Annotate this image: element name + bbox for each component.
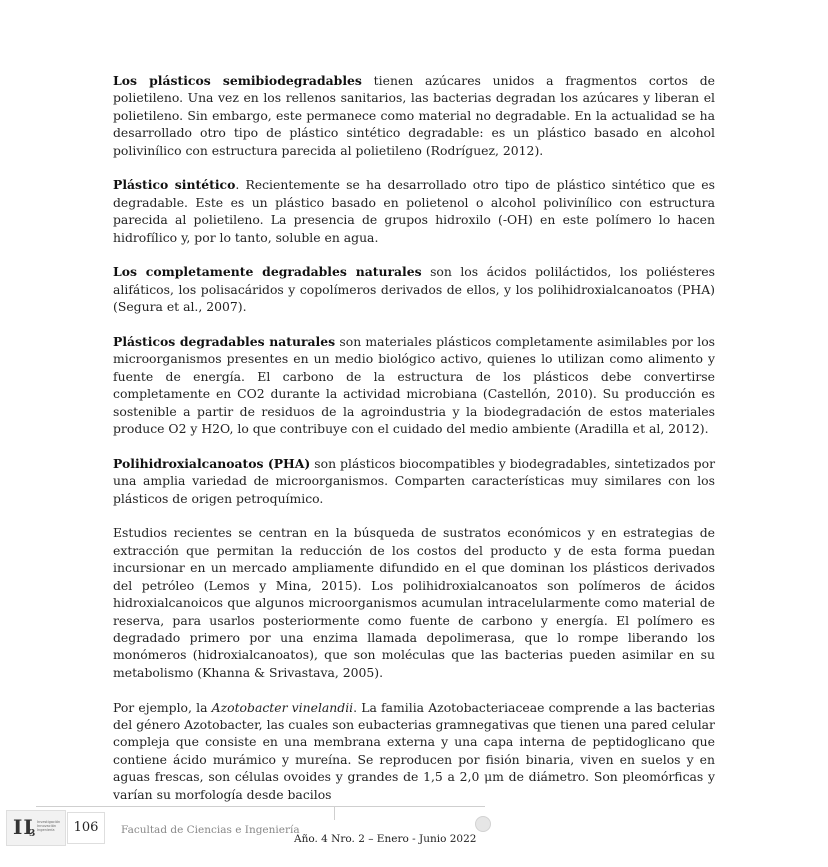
page-number: 106 (67, 812, 105, 844)
journal-logo-text: Investigación Innovación Ingeniería (37, 820, 61, 832)
species-name: Azotobacter vinelandii (211, 699, 354, 715)
paragraph-plastico-sintetico (113, 176, 715, 246)
footer-faculty: Facultad de Ciencias e Ingeniería (121, 824, 300, 836)
term-completamente-degradables: Los completamente degradables naturales (113, 264, 422, 280)
paragraph-semibiodegradables (113, 72, 715, 159)
term-pha: Polihidroxialcanoatos (PHA) (113, 455, 311, 471)
paragraph-pha (113, 455, 715, 507)
paragraph-text: son los ácidos poliláctidos, los poliésteres alifáticos, los polisacáridos y copolímeros derivados de ellos, y los polihidroxialcanoatos (PHA) (Segura et al., 2007). (113, 264, 715, 315)
paragraph-lead: Por ejemplo, la (113, 699, 212, 715)
journal-logo (6, 810, 66, 846)
journal-logo-subscript: 3 (29, 829, 36, 839)
paragraph-completamente-degradables (113, 263, 715, 315)
footer-circle-ornament (475, 816, 491, 832)
paragraph-text: . La familia Azotobacteriaceae comprende a las bacterias del género Azotobacter, las cuales son eubacterias gramnegativas que tienen una pared celular compleja que consiste en una membrana externa y una capa interna de peptidoglicano que contiene ácido murámico y mureína. Se reproducen por fisión binaria, viven en suelos y en aguas frescas, son células ovoides y grandes de 1,5 a 2,0 μm de diámetro. Son pleomórficas y varían su morfología desde bacilos (113, 699, 715, 802)
paragraph-estudios-recientes (113, 524, 715, 681)
paragraph-text: . Recientemente se ha desarrollado otro tipo de plástico sintético que es degradable. Este es un plástico basado en polietenol o alcohol polivinílico con estructura parecida al polietileno. La presencia de grupos hidroxilo (-OH) en este polímero lo hacen hidrofílico y, por lo tanto, soluble en agua. (113, 177, 715, 245)
paragraph-text: Estudios recientes se centran en la búsqueda de sustratos económicos y en estrategias de extracción que permitan la reducción de los costos del producto y de esta forma puedan incursionar en un mercado ampliamente difundido en el que dominan los plásticos derivados del petróleo (Lemos y Mina, 2015). Los polihidroxialcanoatos son polímeros de ácidos hidroxialcanoicos que algunos microorganismos acumulan intracelularmente como material de reserva, para usarlos posteriormente como fuente de carbono y energía. El polímero es degradado primero por una enzima llamada depolimerasa, que lo rompe liberando los monómeros (hidroxialcanoatos), que son moléculas que las bacterias pueden asimilar en su metabolismo (Khanna & Srivastava, 2005). (113, 525, 715, 680)
footer-rule (36, 806, 485, 807)
article-body (113, 72, 715, 820)
footer-issue: Año. 4 Nro. 2 – Enero - Junio 2022 (294, 833, 477, 845)
paragraph-text: son plásticos biocompatibles y biodegradables, sintetizados por una amplia variedad de microorganismos. Comparten características muy similares con los plásticos de origen petroquímico. (113, 455, 715, 506)
footer-divider (334, 806, 335, 820)
paragraph-text: tienen azúcares unidos a fragmentos cortos de polietileno. Una vez en los rellenos sanitarios, las bacterias degradan los azúcares y liberan el polietileno. Sin embargo, este permanece como material no degradable. En la actualidad se ha desarrollado otro tipo de plástico sintético degradable: es un plástico basado en alcohol polivinílico con estructura parecida al polietileno (Rodríguez, 2012). (113, 73, 716, 158)
paragraph-azotobacter (113, 699, 715, 803)
term-degradables-naturales: Plásticos degradables naturales (113, 334, 336, 350)
paragraph-degradables-naturales (113, 333, 715, 437)
term-semibiodegradables: Los plásticos semibiodegradables (113, 73, 362, 88)
term-plastico-sintetico: Plástico sintético (113, 177, 236, 193)
paragraph-text: son materiales plásticos completamente asimilables por los microorganismos presentes en un medio biológico activo, quienes lo utilizan como alimento y fuente de energía. El carbono de la estructura de los plásticos debe convertirse completamente en CO2 durante la actividad microbiana (Castellón, 2010). Su producción es sostenible a partir de residuos de la agroindustria y la biodegradación de estos materiales produce O2 y H2O, lo que contribuye con el cuidado del medio ambiente (Aradilla et al, 2012). (113, 334, 716, 437)
journal-logo-mark: I I (13, 815, 30, 839)
